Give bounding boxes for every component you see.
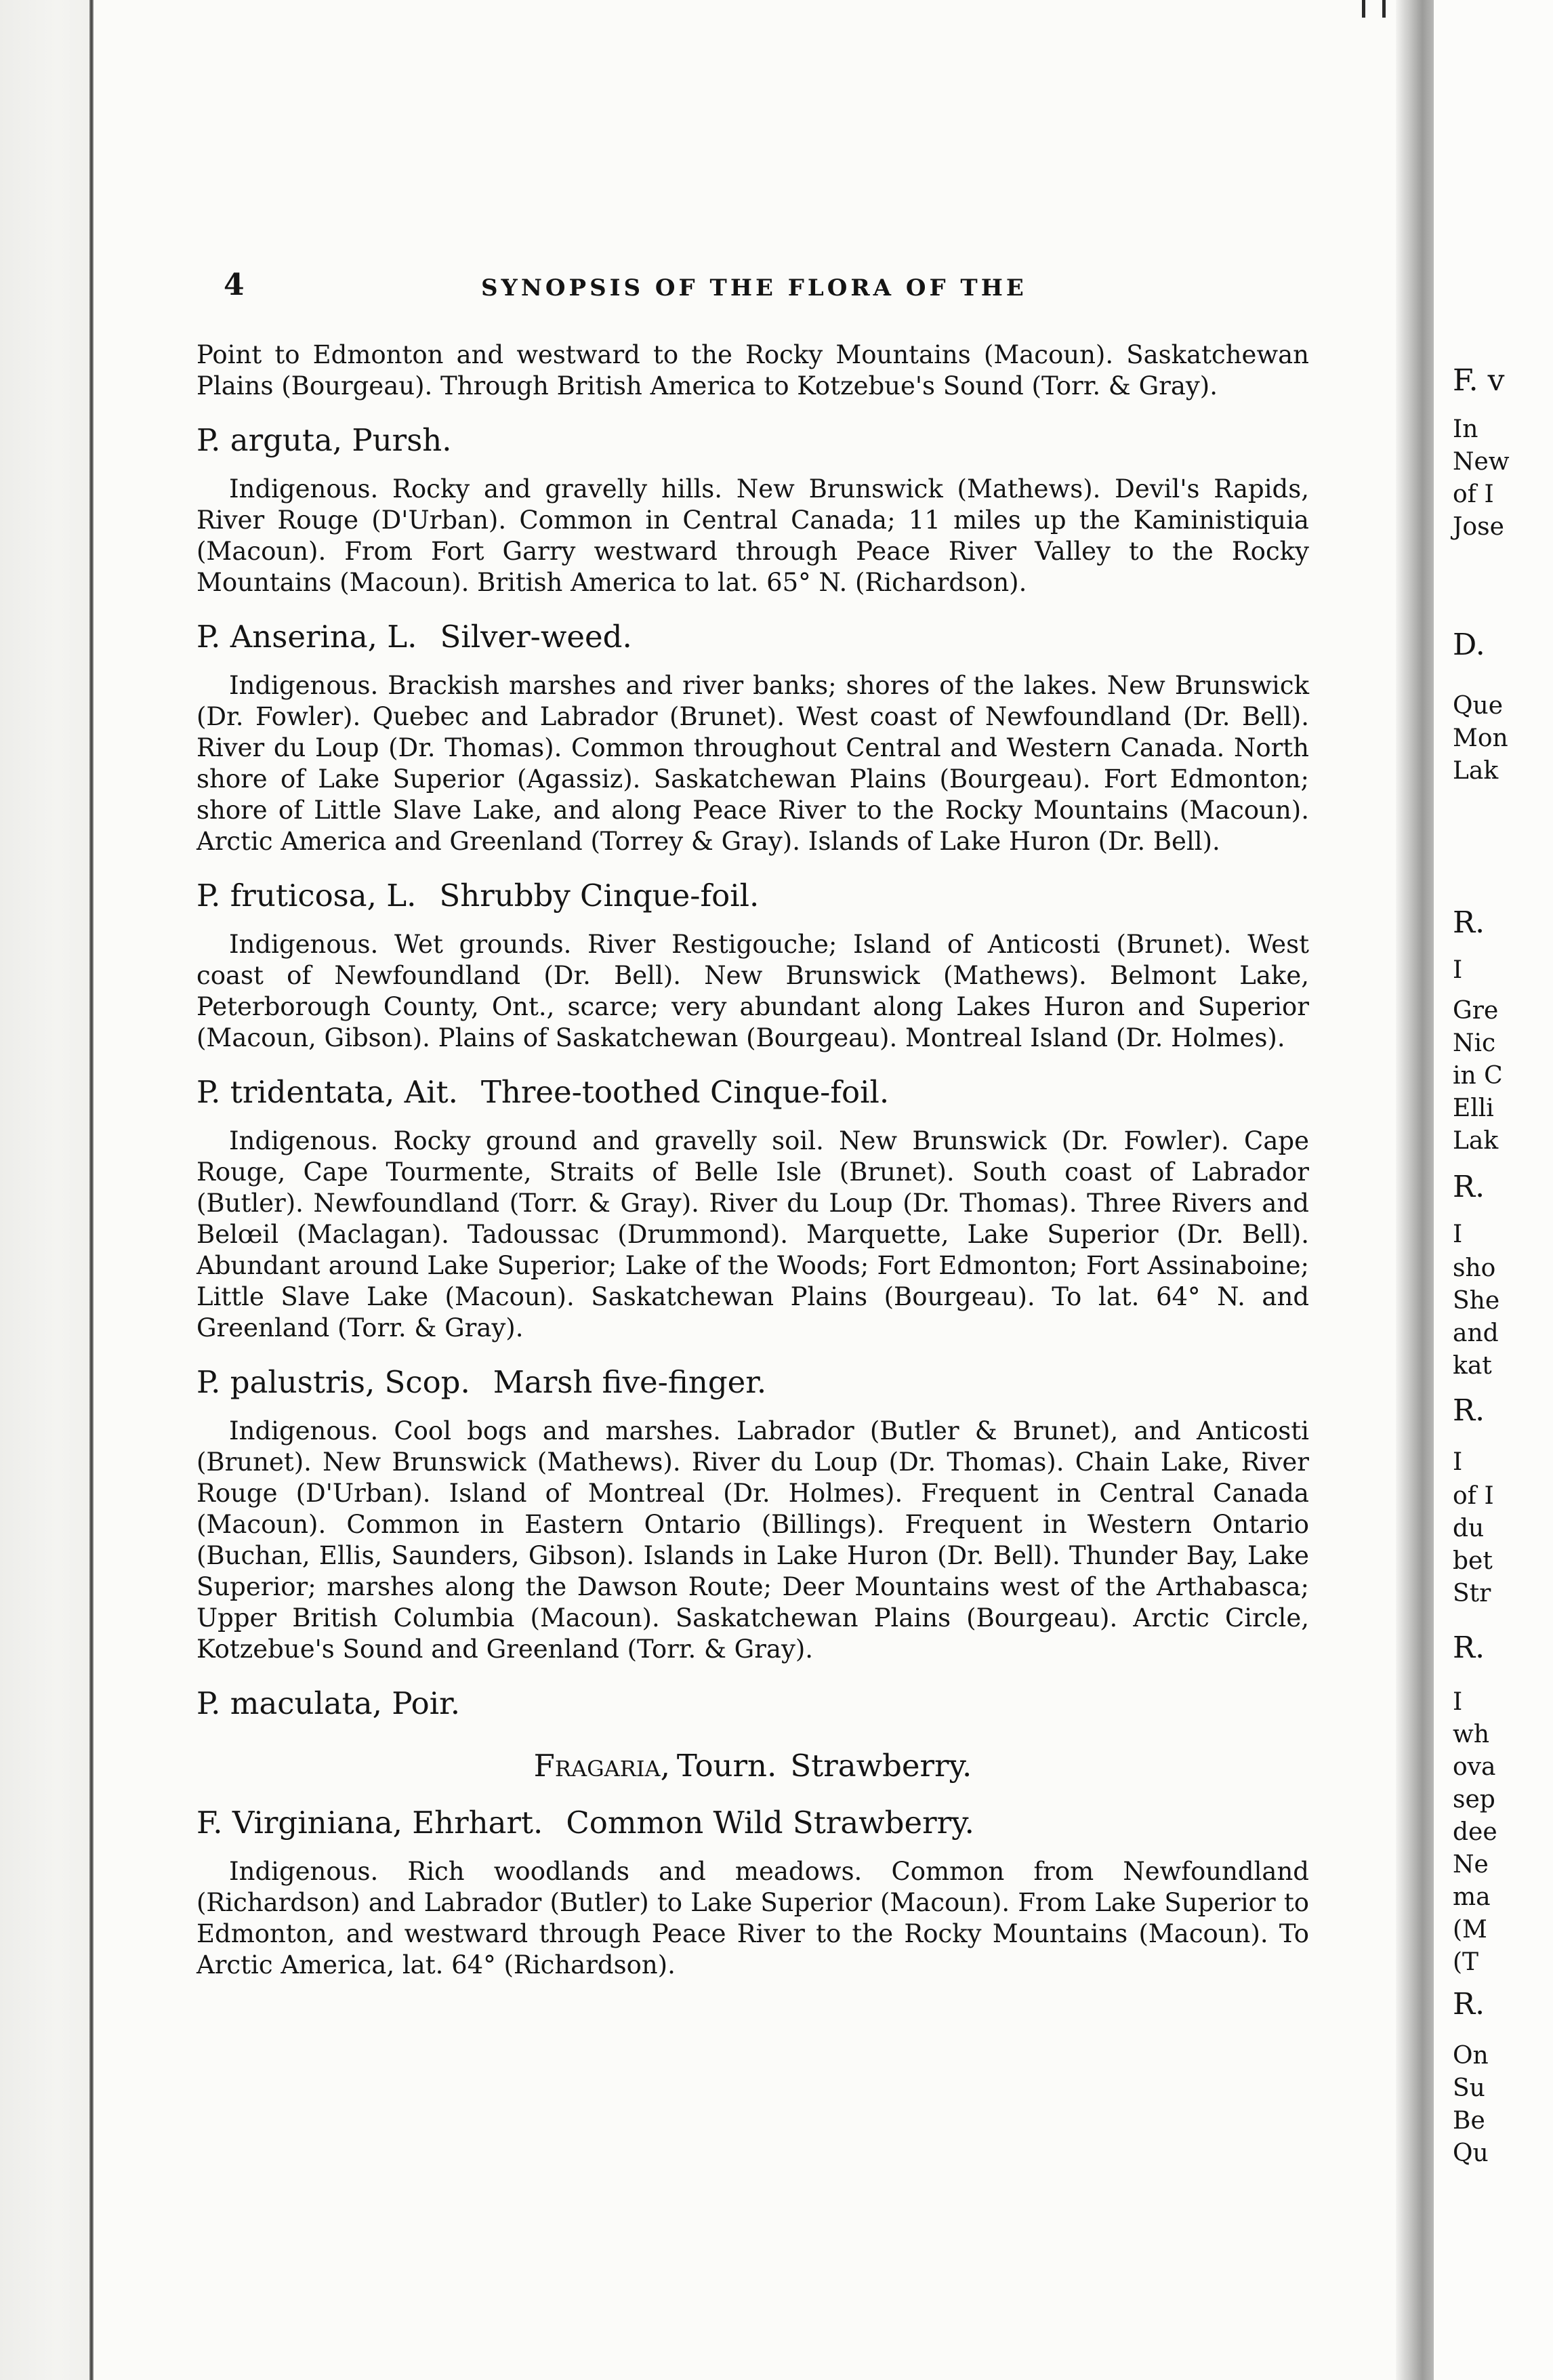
species-name: P. arguta, Pursh. bbox=[196, 422, 452, 458]
facing-page-fragment: and bbox=[1453, 1319, 1499, 1347]
species-heading bbox=[196, 422, 1309, 459]
species-heading bbox=[196, 878, 1309, 914]
species-heading bbox=[196, 1364, 1309, 1401]
facing-page-fragment: (T bbox=[1453, 1948, 1479, 1976]
genus-species-entries bbox=[196, 1805, 1309, 1981]
facing-page-fragment: She bbox=[1453, 1287, 1500, 1315]
species-description: Indigenous. Rich woodlands and meadows. Common from Newfoundland (Richardson) and Labrador (Butler) to Lake Superior (Macoun). From Lake Superior to Edmonton, and westward through Peace River to the Rocky Mountains (Macoun). To Arctic America, lat. 64° (Richardson). bbox=[196, 1857, 1309, 1979]
facing-page-fragment: Ne bbox=[1453, 1851, 1489, 1879]
species-description: Indigenous. Rocky and gravelly hills. New Brunswick (Mathews). Devil's Rapids, River Rouge (D'Urban). Common in Central Canada; 11 miles up the Kaministiquia (Macoun). From Fort Garry westward through Peace River Valley to the Rocky Mountains (Macoun). British America to lat. 65° N. (Richardson). bbox=[196, 474, 1309, 597]
species-common-name: Marsh five-finger. bbox=[493, 1364, 767, 1400]
facing-page-fragment: dee bbox=[1453, 1818, 1497, 1846]
scan-edge-mark bbox=[1362, 0, 1365, 18]
facing-page-fragment: Elli bbox=[1453, 1094, 1494, 1122]
facing-page-fragment: ova bbox=[1453, 1753, 1496, 1781]
facing-page-fragment: D. bbox=[1453, 628, 1485, 662]
species-common-name: Silver-weed. bbox=[440, 619, 632, 655]
genus-author: Tourn. bbox=[676, 1748, 777, 1784]
species-name: P. Anserina, L. bbox=[196, 619, 417, 655]
facing-page-fragment: sho bbox=[1453, 1254, 1496, 1282]
species-description: Indigenous. Cool bogs and marshes. Labrador (Butler & Brunet), and Anticosti (Brunet). New Brunswick (Mathews). River du Loup (Dr. Thomas). Chain Lake, River Rouge (D'Urban). Island of Montreal (Dr. Holmes). Frequent in Central Canada (Macoun). Common in Eastern Ontario (Billings). Frequent in Western Ontario (Buchan, Ellis, Saunders, Gibson). Islands in Lake Huron (Dr. Bell). Thunder Bay, Lake Superior; marshes along the Dawson Route; Deer Mountains west of the Arthabasca; Upper British Columbia (Macoun). Saskatchewan Plains (Bourgeau). Arctic Circle, Kotzebue's Sound and Greenland (Torr. & Gray). bbox=[196, 1416, 1309, 1664]
species-description: Indigenous. Brackish marshes and river banks; shores of the lakes. New Brunswick (Dr. Fowler). Quebec and Labrador (Brunet). West coast of Newfoundland (Dr. Bell). River du Loup (Dr. Thomas). Common throughout Central and Western Canada. North shore of Lake Superior (Agassiz). Saskatchewan Plains (Bourgeau). Fort Edmonton; shore of Little Slave Lake, and along Peace River to the Rocky Mountains (Macoun). Arctic America and Greenland (Torrey & Gray). Islands of Lake Huron (Dr. Bell). bbox=[196, 671, 1309, 856]
facing-page-fragment: Jose bbox=[1453, 513, 1504, 541]
facing-page-fragment: Gre bbox=[1453, 997, 1499, 1025]
species-entries bbox=[196, 422, 1309, 1722]
facing-page-fragment: R. bbox=[1453, 1393, 1485, 1428]
species-name: F. Virginiana, Ehrhart. bbox=[196, 1805, 543, 1841]
facing-page-fragment: Qu bbox=[1453, 2139, 1489, 2167]
facing-page-fragment: I bbox=[1453, 956, 1463, 984]
species-common-name: Three-toothed Cinque-foil. bbox=[480, 1074, 890, 1110]
facing-page-fragment: sep bbox=[1453, 1786, 1495, 1813]
genus-common-name: Strawberry. bbox=[790, 1748, 972, 1784]
facing-page-fragment: I bbox=[1453, 1688, 1463, 1716]
page-gutter bbox=[1396, 0, 1434, 2380]
facing-page-fragment: Nic bbox=[1453, 1029, 1496, 1057]
facing-page-fragment: bet bbox=[1453, 1547, 1493, 1575]
running-title: SYNOPSIS OF THE FLORA OF THE bbox=[481, 274, 1027, 302]
facing-page-fragment: du bbox=[1453, 1515, 1485, 1542]
facing-page-fragment: On bbox=[1453, 2042, 1489, 2070]
species-common-name: Common Wild Strawberry. bbox=[566, 1805, 974, 1841]
genus-heading bbox=[196, 1748, 1309, 1784]
facing-page-fragment: Que bbox=[1453, 692, 1504, 720]
species-heading bbox=[196, 1685, 1309, 1722]
facing-page-fragment: F. v bbox=[1453, 363, 1505, 398]
facing-page-fragment: in C bbox=[1453, 1062, 1503, 1090]
facing-page-fragment: Be bbox=[1453, 2107, 1485, 2135]
species-description: Indigenous. Rocky ground and gravelly soil. New Brunswick (Dr. Fowler). Cape Rouge, Cape Tourmente, Straits of Belle Isle (Brunet). South coast of Labrador (Butler). Newfoundland (Torr. & Gray). River du Loup (Dr. Thomas). Three Rivers and Belœil (Maclagan). Tadoussac (Drummond). Marquette, Lake Superior (Dr. Bell). Abundant around Lake Superior; Lake of the Woods; Fort Edmonton; Fort Assinaboine; Little Slave Lake (Macoun). Saskatchewan Plains (Bourgeau). To lat. 64° N. and Greenland (Torr. & Gray). bbox=[196, 1126, 1309, 1342]
facing-page-fragment: of I bbox=[1453, 1482, 1494, 1510]
facing-page-fragment: Lak bbox=[1453, 1127, 1499, 1155]
page-number: 4 bbox=[224, 268, 245, 302]
species-name: P. fruticosa, L. bbox=[196, 878, 417, 914]
running-head bbox=[196, 268, 1309, 310]
facing-page-fragment: of I bbox=[1453, 480, 1494, 508]
species-name: P. tridentata, Ait. bbox=[196, 1074, 458, 1110]
facing-page-fragment: I bbox=[1453, 1448, 1463, 1476]
facing-page-fragment: wh bbox=[1453, 1721, 1489, 1748]
facing-page-fragment: R. bbox=[1453, 1630, 1485, 1665]
species-heading bbox=[196, 619, 1309, 655]
species-description: Indigenous. Wet grounds. River Restigouche; Island of Anticosti (Brunet). West coast of Newfoundland (Dr. Bell). New Brunswick (Mathews). Belmont Lake, Peterborough County, Ont., scarce; very abundant along Lakes Huron and Superior (Macoun, Gibson). Plains of Saskatchewan (Bourgeau). Montreal Island (Dr. Holmes). bbox=[196, 930, 1309, 1052]
facing-page-fragment: R. bbox=[1453, 1170, 1485, 1204]
facing-page-fragment: Str bbox=[1453, 1580, 1491, 1607]
genus-name: Fragaria, bbox=[533, 1748, 670, 1784]
facing-page-fragment: New bbox=[1453, 448, 1510, 476]
facing-page-fragment: (M bbox=[1453, 1916, 1487, 1944]
facing-page-fragment: kat bbox=[1453, 1352, 1492, 1380]
species-name: P. maculata, Poir. bbox=[196, 1685, 461, 1721]
continuation-paragraph: Point to Edmonton and westward to the Rocky Mountains (Macoun). Saskatchewan Plains (Bourgeau). Through British America to Kotzebue's Sound (Torr. & Gray). bbox=[196, 340, 1309, 401]
scan-edge-mark bbox=[1382, 0, 1386, 18]
page-content bbox=[196, 268, 1309, 1981]
species-heading bbox=[196, 1074, 1309, 1111]
species-common-name: Shrubby Cinque-foil. bbox=[439, 878, 760, 914]
facing-page bbox=[1434, 0, 1553, 2380]
scan-background bbox=[0, 0, 95, 2380]
facing-page-fragment: Lak bbox=[1453, 757, 1499, 785]
species-name: P. palustris, Scop. bbox=[196, 1364, 470, 1400]
facing-page-fragment: I bbox=[1453, 1220, 1463, 1248]
facing-page-fragment: In bbox=[1453, 415, 1478, 443]
species-heading bbox=[196, 1805, 1309, 1841]
facing-page-fragment: R. bbox=[1453, 905, 1485, 940]
facing-page-fragment: R. bbox=[1453, 1987, 1485, 2022]
facing-page-fragment: ma bbox=[1453, 1883, 1491, 1911]
facing-page-fragment: Mon bbox=[1453, 724, 1508, 752]
facing-page-fragment: Su bbox=[1453, 2074, 1485, 2102]
